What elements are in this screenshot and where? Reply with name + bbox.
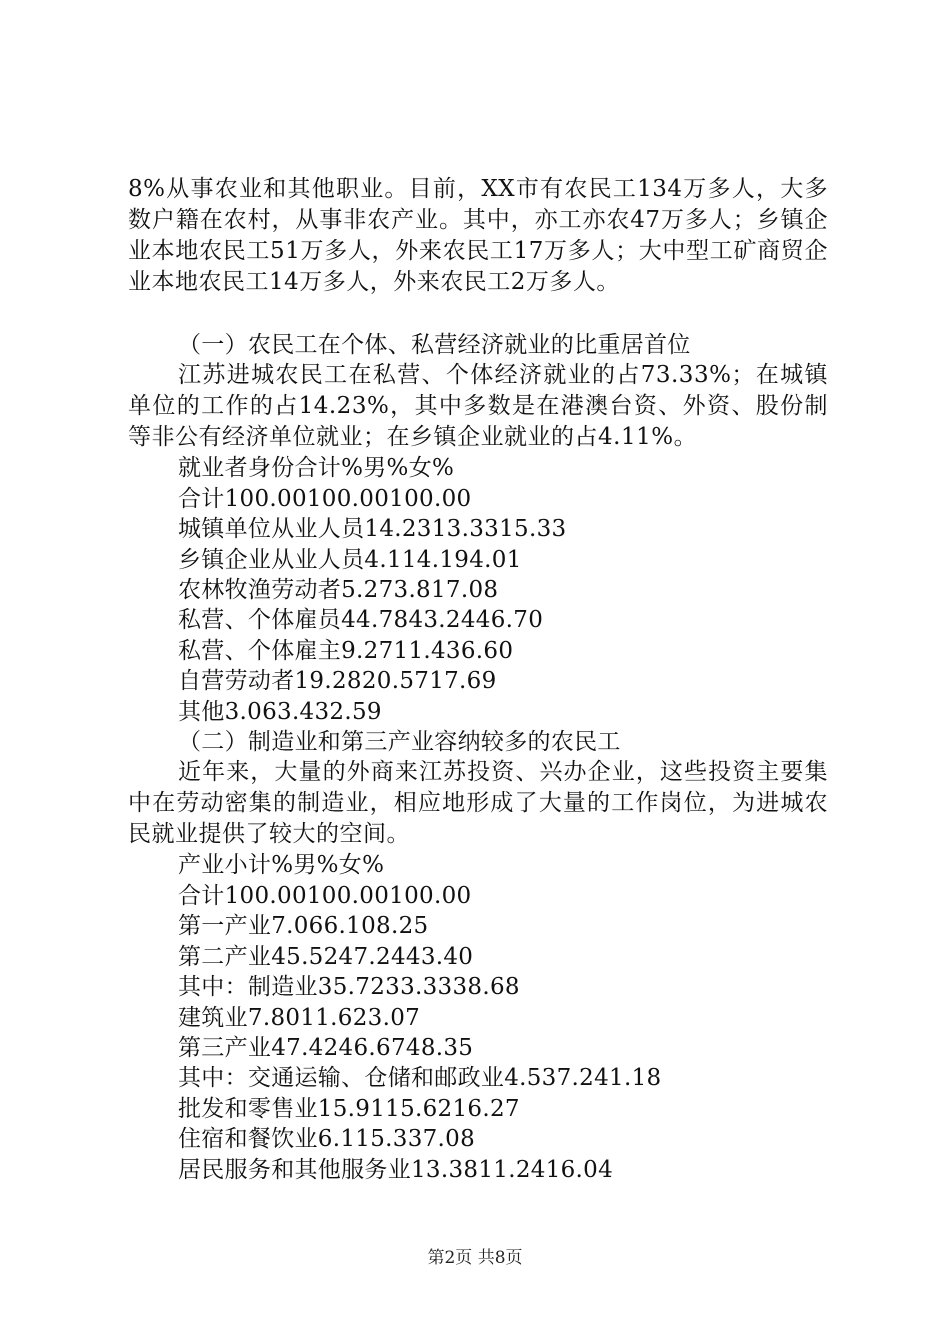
- table-row: 自营劳动者19.2820.5717.69: [178, 668, 497, 695]
- table-header: 就业者身份合计%男%女%: [178, 455, 455, 482]
- paragraph-intro: 8%从事农业和其他职业。目前，XX市有农民工134万多人，大多数户籍在农村，从事非农产业。其中，亦工亦农47万多人；乡镇企业本地农民工51万多人，外来农民工17万多人；大中型工矿商贸企业本地农民工14万多人，外来农民工2万多人。: [128, 176, 828, 295]
- table-row: 居民服务和其他服务业13.3811.2416.04: [178, 1156, 614, 1183]
- table-row: 乡镇企业从业人员4.114.194.01: [178, 546, 522, 573]
- table-row: 其中：制造业35.7233.3338.68: [178, 974, 520, 1001]
- section-heading-2: （二）制造业和第三产业容纳较多的农民工: [178, 729, 621, 756]
- table-row: 私营、个体雇员44.7843.2446.70: [178, 607, 544, 634]
- table-header: 产业小计%男%女%: [178, 852, 385, 879]
- table-row: 批发和零售业15.9115.6216.27: [178, 1095, 520, 1122]
- table-row: 其中：交通运输、仓储和邮政业4.537.241.18: [178, 1065, 662, 1092]
- section-heading-1: （一）农民工在个体、私营经济就业的比重居首位: [178, 332, 691, 358]
- page-number: 第2页 共8页: [427, 1248, 523, 1268]
- table-row: 其他3.063.432.59: [178, 698, 382, 725]
- table-row: 合计100.00100.00100.00: [178, 882, 472, 909]
- table-industry: [128, 850, 828, 1184]
- table-row: 住宿和餐饮业6.115.337.08: [178, 1126, 476, 1153]
- table-row: 合计100.00100.00100.00: [178, 485, 472, 512]
- paragraph-manufacturing: 近年来，大量的外商来江苏投资、兴办企业，这些投资主要集中在劳动密集的制造业，相应地形成了大量的工作岗位，为进城农民就业提供了较大的空间。: [128, 759, 828, 848]
- paragraph-jiangsu-employment: 江苏进城农民工在私营、个体经济就业的占73.33%；在城镇单位的工作的占14.23%，其中多数是在港澳台资、外资、股份制等非公有经济单位就业；在乡镇企业就业的占4.11%。: [128, 362, 828, 451]
- table-row: 第一产业7.066.108.25: [178, 913, 429, 940]
- table-row: 建筑业7.8011.623.07: [178, 1004, 421, 1031]
- table-row: 第二产业45.5247.2443.40: [178, 943, 474, 970]
- table-row: 私营、个体雇主9.2711.436.60: [178, 637, 514, 664]
- table-row: 第三产业47.4246.6748.35: [178, 1034, 474, 1061]
- table-row: 农林牧渔劳动者5.273.817.08: [178, 577, 499, 604]
- paragraph-gap: [128, 298, 828, 330]
- table-identity: [128, 453, 828, 727]
- table-row: 城镇单位从业人员14.2313.3315.33: [178, 516, 567, 543]
- document-body: [128, 174, 828, 1185]
